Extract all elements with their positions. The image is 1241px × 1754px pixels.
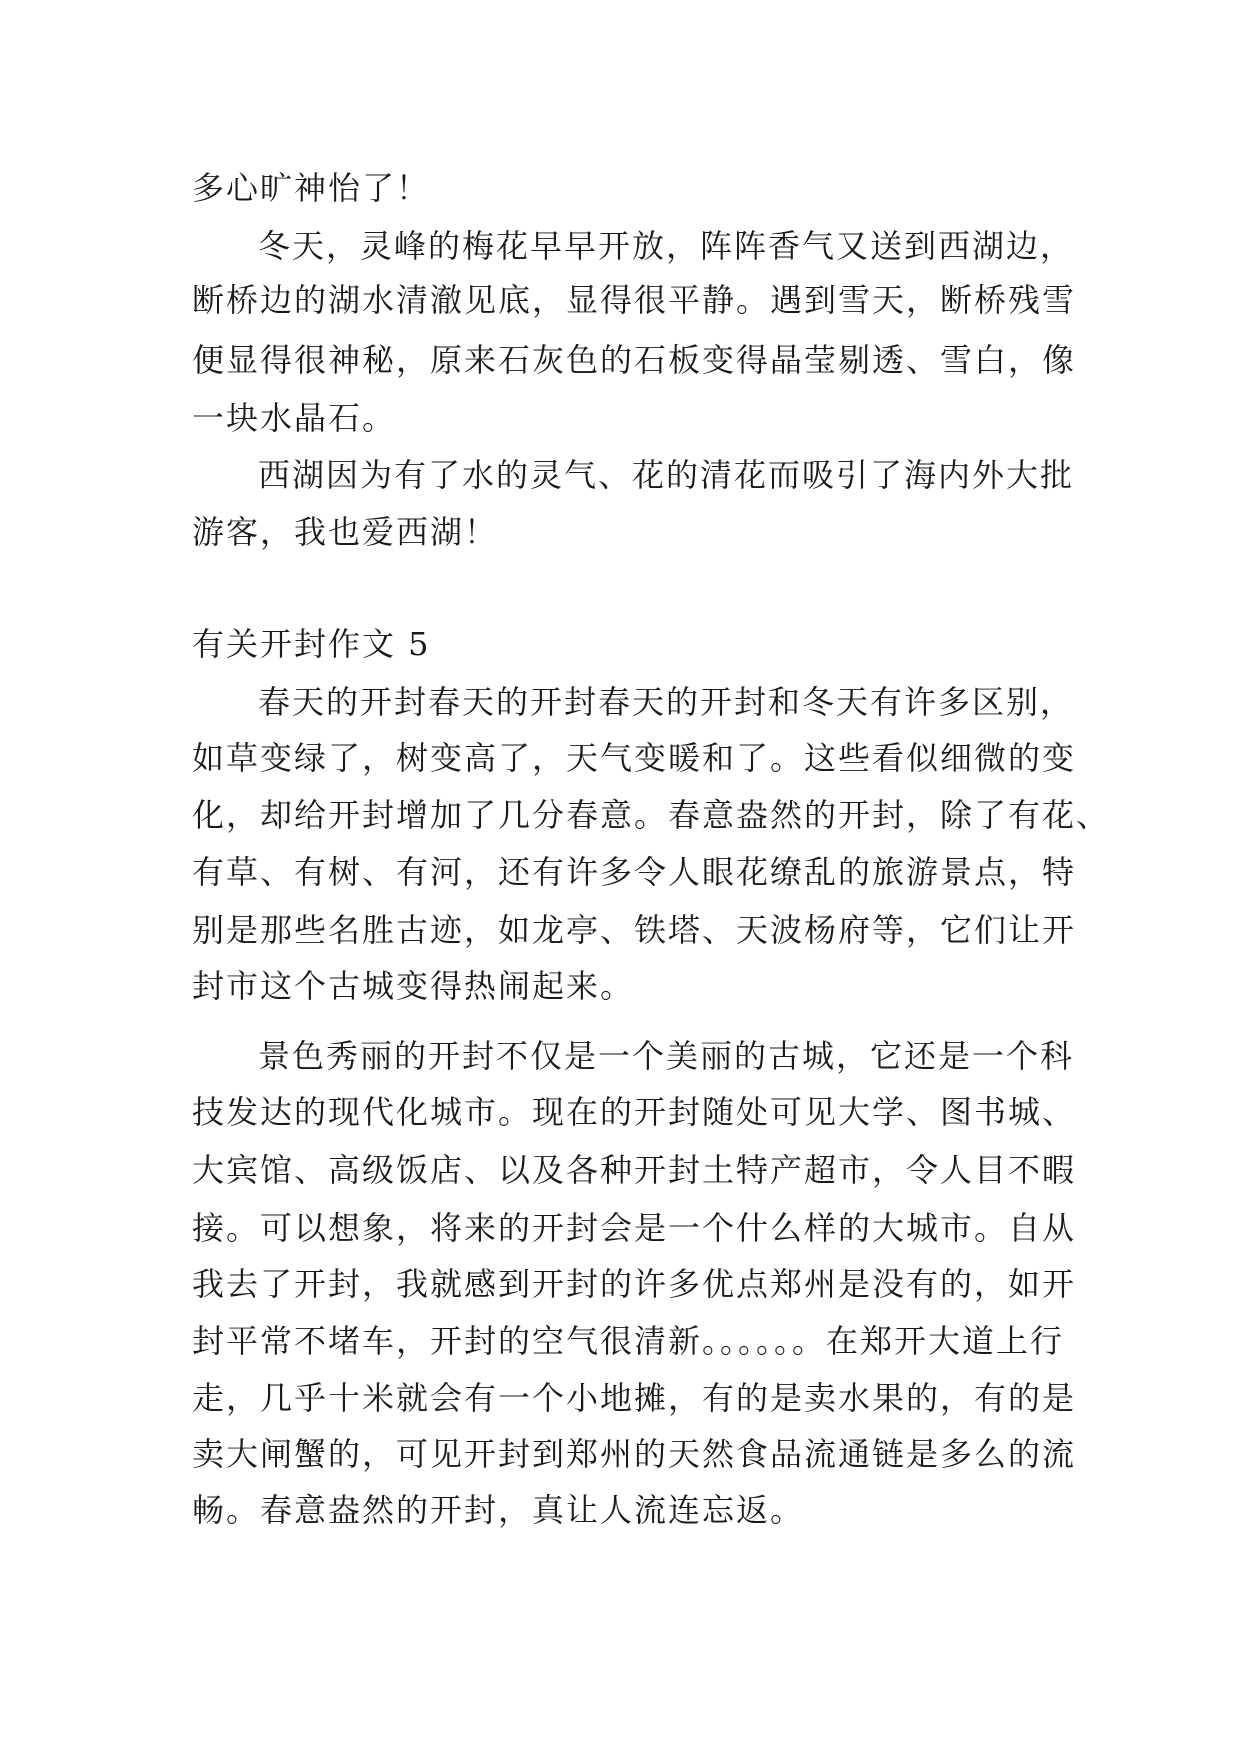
paragraph-line: 大宾馆、高级饭店、以及各种开封土特产超市，令人目不暇 — [192, 1151, 1077, 1189]
paragraph-line: 断桥边的湖水清澈见底，显得很平静。遇到雪天，断桥残雪 — [192, 281, 1077, 319]
paragraph-line: 景色秀丽的开封不仅是一个美丽的古城，它还是一个科 — [258, 1037, 1075, 1075]
paragraph-line: 技发达的现代化城市。现在的开封随处可见大学、图书城、 — [192, 1093, 1077, 1131]
paragraph-line: 西湖因为有了水的灵气、花的清花而吸引了海内外大批 — [258, 456, 1075, 494]
paragraph-line: 别是那些名胜古迹，如龙亭、铁塔、天波杨府等，它们让开 — [192, 911, 1077, 949]
paragraph-line: 畅。春意盎然的开封，真让人流连忘返。 — [192, 1491, 805, 1529]
section-heading: 有关开封作文 5 — [192, 625, 431, 663]
paragraph-line: 走，几乎十米就会有一个小地摊，有的是卖水果的，有的是 — [192, 1379, 1077, 1417]
paragraph-line: 我去了开封，我就感到开封的许多优点郑州是没有的，如开 — [192, 1265, 1077, 1303]
paragraph-line: 封市这个古城变得热闹起来。 — [192, 967, 635, 1005]
paragraph-line: 封平常不堵车，开封的空气很清新。。。。。。在郑开大道上行 — [192, 1322, 1065, 1360]
paragraph-line: 有草、有树、有河，还有许多令人眼花缭乱的旅游景点，特 — [192, 853, 1077, 891]
paragraph-line: 游客，我也爱西湖！ — [192, 513, 499, 551]
paragraph-line: 冬天，灵峰的梅花早早开放，阵阵香气又送到西湖边， — [258, 227, 1075, 265]
paragraph-line: 便显得很神秘，原来石灰色的石板变得晶莹剔透、雪白，像 — [192, 341, 1077, 379]
paragraph-line: 春天的开封春天的开封春天的开封和冬天有许多区别， — [258, 683, 1075, 721]
paragraph-line: 化，却给开封增加了几分春意。春意盎然的开封，除了有花、 — [192, 796, 1111, 834]
paragraph-line: 一块水晶石。 — [192, 399, 397, 437]
paragraph-line: 卖大闸蟹的，可见开封到郑州的天然食品流通链是多么的流 — [192, 1435, 1077, 1473]
paragraph-line: 多心旷神怡了！ — [192, 169, 431, 207]
paragraph-line: 接。可以想象，将来的开封会是一个什么样的大城市。自从 — [192, 1209, 1077, 1247]
paragraph-line: 如草变绿了，树变高了，天气变暖和了。这些看似细微的变 — [192, 739, 1077, 777]
